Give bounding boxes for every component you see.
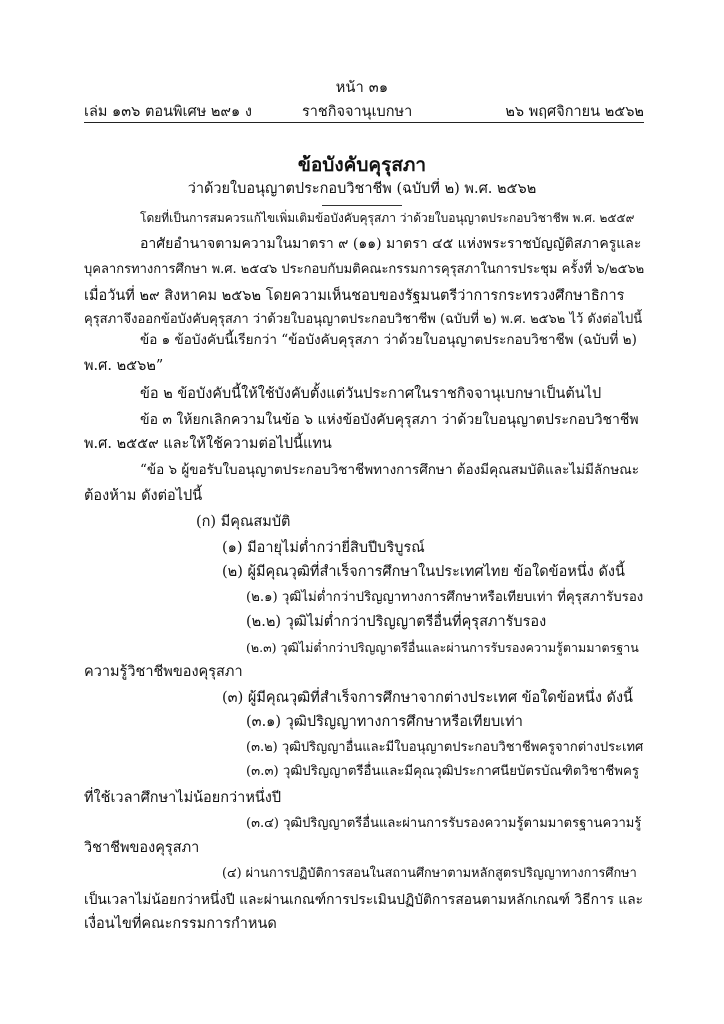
item-4: (๔) ผ่านการปฏิบัติการสอนในสถานศึกษาตามหลักสูตรปริญญาทางการศึกษา [222,866,637,881]
item-3-3-cont: ที่ใช้เวลาศึกษาไม่น้อยกว่าหนึ่งปี [84,790,282,806]
preamble-line: เมื่อวันที่ ๒๙ สิงหาคม ๒๕๖๒ โดยความเห็นชอบของรัฐมนตรีว่าการกระทรวงศึกษาธิการ [84,288,625,304]
document-subtitle: ว่าด้วยใบอนุญาตประกอบวิชาชีพ (ฉบับที่ ๒) พ.ศ. ๒๕๖๒ [187,181,537,197]
item-3-3: (๓.๓) วุฒิปริญญาตรีอื่นและมีคุณวุฒิประกาศนียบัตรบัณฑิตวิชาชีพครู [246,764,640,779]
item-3-2: (๓.๒) วุฒิปริญญาอื่นและมีใบอนุญาตประกอบวิชาชีพครูจากต่างประเทศ [246,740,644,755]
item-2-1: (๒.๑) วุฒิไม่ต่ำกว่าปริญญาทางการศึกษาหรือเทียบเท่า ที่คุรุสภารับรอง [246,590,644,605]
volume-info: เล่ม ๑๓๖ ตอนพิเศษ ๒๙๑ ง [84,104,252,120]
header-divider [84,122,644,123]
title-divider [322,205,402,206]
preamble-line: อาศัยอำนาจตามความในมาตรา ๙ (๑๑) มาตรา ๔๕ แห่งพระราชบัญญัติสภาครูและ [140,236,642,252]
preamble-line: บุคลากรทางการศึกษา พ.ศ. ๒๕๔๖ ประกอบกับมติคณะกรรมการคุรุสภาในการประชุม ครั้งที่ ๖/๒๕๖๒ [84,262,645,277]
item-3: (๓) ผู้มีคุณวุฒิที่สำเร็จการศึกษาจากต่างประเทศ ข้อใดข้อหนึ่ง ดังนี้ [222,690,633,706]
document-title: ข้อบังคับคุรุสภา [297,154,427,176]
preamble-line: คุรุสภาจึงออกข้อบังคับคุรุสภา ว่าด้วยใบอนุญาตประกอบวิชาชีพ (ฉบับที่ ๒) พ.ศ. ๒๕๖๒ ไว้ ดังต่อไปนี้ [84,312,643,327]
gazette-header [84,100,644,120]
item-1: (๑) มีอายุไม่ต่ำกว่ายี่สิบปีบริบูรณ์ [222,540,425,556]
gazette-name: ราชกิจจานุเบกษา [302,104,413,120]
clause-1-line: ข้อ ๑ ข้อบังคับนี้เรียกว่า “ข้อบังคับคุรุสภา ว่าด้วยใบอนุญาตประกอบวิชาชีพ (ฉบับที่ ๒) [140,332,637,348]
clause-1-line: พ.ศ. ๒๕๖๒” [84,358,164,374]
clause-3-line: ข้อ ๓ ให้ยกเลิกความในข้อ ๖ แห่งข้อบังคับคุรุสภา ว่าด้วยใบอนุญาตประกอบวิชาชีพ [140,412,639,428]
clause-6-line: ต้องห้าม ดังต่อไปนี้ [84,488,203,504]
section-ka: (ก) มีคุณสมบัติ [196,514,291,530]
preamble-line: โดยที่เป็นการสมควรแก้ไขเพิ่มเติมข้อบังคับคุรุสภา ว่าด้วยใบอนุญาตประกอบวิชาชีพ พ.ศ. ๒๕๕๙ [140,211,635,225]
item-4-cont: เงื่อนไขที่คณะกรรมการกำหนด [84,916,277,932]
item-2-3: (๒.๓) วุฒิไม่ต่ำกว่าปริญญาตรีอื่นและผ่านการรับรองความรู้ตามมาตรฐาน [246,640,639,655]
item-3-4: (๓.๔) วุฒิปริญญาตรีอื่นและผ่านการรับรองความรู้ตามมาตรฐานความรู้ [246,816,642,831]
clause-6-line: “ข้อ ๖ ผู้ขอรับใบอนุญาตประกอบวิชาชีพทางการศึกษา ต้องมีคุณสมบัติและไม่มีลักษณะ [140,462,640,478]
item-2-3-cont: ความรู้วิชาชีพของคุรุสภา [84,664,243,680]
item-3-1: (๓.๑) วุฒิปริญญาทางการศึกษาหรือเทียบเท่า [246,714,523,730]
item-2: (๒) ผู้มีคุณวุฒิที่สำเร็จการศึกษาในประเทศไทย ข้อใดข้อหนึ่ง ดังนี้ [222,564,625,580]
clause-2-line: ข้อ ๒ ข้อบังคับนี้ให้ใช้บังคับตั้งแต่วันประกาศในราชกิจจานุเบกษาเป็นต้นไป [140,386,602,402]
clause-3-line: พ.ศ. ๒๕๕๙ และให้ใช้ความต่อไปนี้แทน [84,436,332,452]
publication-date: ๒๖ พฤศจิกายน ๒๕๖๒ [505,104,644,120]
item-4-cont: เป็นเวลาไม่น้อยกว่าหนึ่งปี และผ่านเกณฑ์การประเมินปฏิบัติการสอนตามหลักเกณฑ์ วิธีการ และ [84,892,644,908]
page-number: หน้า ๓๑ [335,80,389,96]
item-3-4-cont: วิชาชีพของคุรุสภา [84,840,200,856]
item-2-2: (๒.๒) วุฒิไม่ต่ำกว่าปริญญาตรีอื่นที่คุรุสภารับรอง [246,614,547,630]
